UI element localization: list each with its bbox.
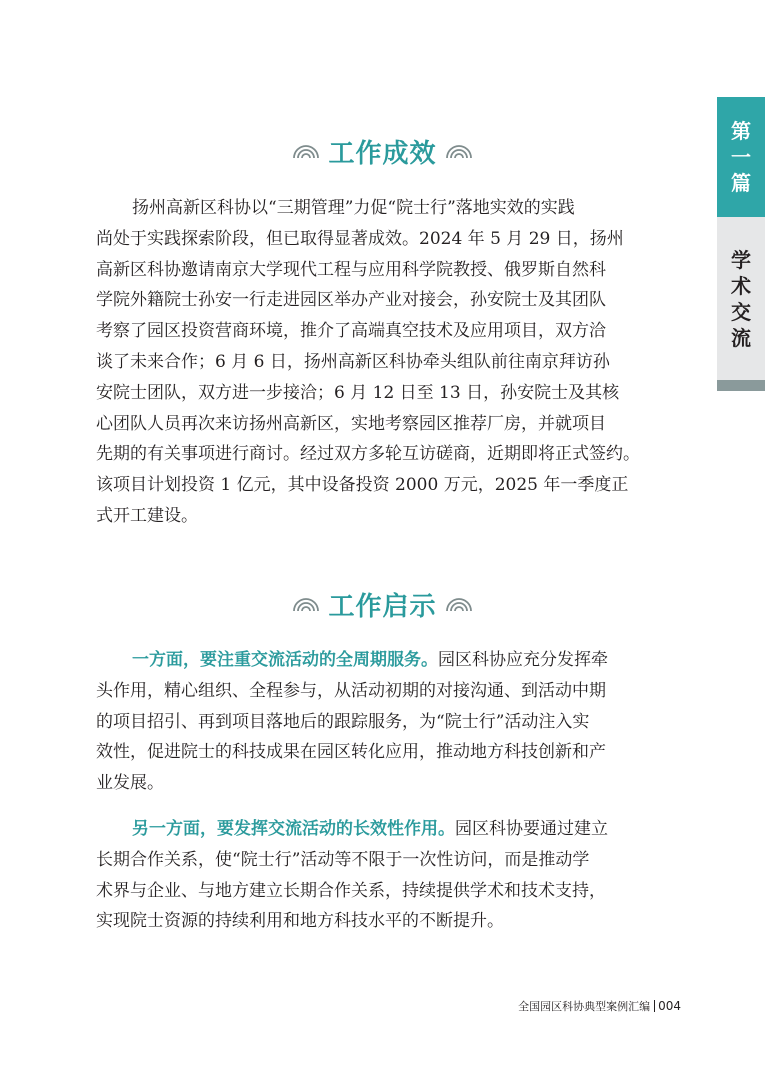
section-char: 术 bbox=[731, 273, 751, 298]
results-paragraph bbox=[96, 193, 670, 532]
text-line: 长期合作关系，使“院士行”活动等不限于一次性访问，而是推动学 bbox=[96, 849, 590, 870]
text-line: 扬州高新区科协以“三期管理”力促“院士行”落地实效的实践 bbox=[132, 198, 575, 218]
rainbow-arc-icon bbox=[292, 143, 320, 159]
rainbow-arc-icon bbox=[445, 143, 473, 159]
text-line bbox=[96, 814, 670, 845]
section-tab bbox=[717, 217, 765, 380]
section-heading-insights bbox=[0, 584, 765, 624]
insight-paragraph-1 bbox=[96, 645, 670, 799]
page-footer bbox=[518, 998, 681, 1014]
footer-divider bbox=[654, 1000, 655, 1012]
section-char: 交 bbox=[731, 299, 751, 324]
text-line: 心团队人员再次来访扬州高新区，实地考察园区推荐厂房，并就项目 bbox=[96, 413, 606, 434]
text-line: 实现院士资源的持续利用和地方科技水平的不断提升。 bbox=[96, 911, 504, 932]
text-line: 安院士团队，双方进一步接洽；6 月 12 日至 13 日，孙安院士及其核 bbox=[96, 382, 620, 403]
text-line: 该项目计划投资 1 亿元，其中设备投资 2000 万元，2025 年一季度正 bbox=[96, 475, 629, 496]
section-title: 工作成效 bbox=[328, 138, 437, 169]
book-title: 全国园区科协典型案例汇编 bbox=[518, 1000, 651, 1013]
text-line: 尚处于实践探索阶段，但已取得显著成效。2024 年 5 月 29 日，扬州 bbox=[96, 228, 624, 249]
text-line: 头作用，精心组织、全程参与，从活动初期的对接沟通、到活动中期 bbox=[96, 680, 606, 701]
rainbow-arc-icon bbox=[292, 596, 320, 612]
page-number: 004 bbox=[658, 999, 681, 1013]
text-line: 的项目招引、再到项目落地后的跟踪服务，为“院士行”活动注入实 bbox=[96, 711, 590, 732]
text-line: 考察了园区投资营商环境，推介了高端真空技术及应用项目，双方洽 bbox=[96, 321, 606, 342]
section-heading-results bbox=[0, 131, 765, 171]
text-line: 式开工建设。 bbox=[96, 505, 198, 526]
key-point-highlight: 另一方面，要发挥交流活动的长效性作用。 bbox=[132, 819, 455, 839]
text-line: 术界与企业、与地方建立长期合作关系，持续提供学术和技术支持， bbox=[96, 880, 606, 901]
key-point-highlight: 一方面，要注重交流活动的全周期服务。 bbox=[132, 650, 438, 670]
text-run: 园区科协应充分发挥牵 bbox=[438, 650, 608, 670]
section-char: 学 bbox=[731, 247, 751, 272]
text-line: 效性，促进院士的科技成果在园区转化应用，推动地方科技创新和产 bbox=[96, 742, 606, 763]
text-line: 谈了未来合作；6 月 6 日，扬州高新区科协牵头组队前往南京拜访孙 bbox=[96, 351, 610, 372]
section-title: 工作启示 bbox=[328, 591, 437, 622]
chapter-char: 篇 bbox=[731, 171, 751, 195]
text-line bbox=[96, 645, 670, 676]
section-char: 流 bbox=[731, 325, 751, 350]
rainbow-arc-icon bbox=[445, 596, 473, 612]
chapter-char: 第 bbox=[731, 119, 751, 143]
text-run: 园区科协要通过建立 bbox=[455, 819, 608, 839]
insight-paragraph-2 bbox=[96, 814, 670, 937]
chapter-char: 一 bbox=[731, 145, 751, 169]
text-line: 业发展。 bbox=[96, 773, 164, 794]
text-line: 学院外籍院士孙安一行走进园区举办产业对接会，孙安院士及其团队 bbox=[96, 290, 606, 311]
text-line: 先期的有关事项进行商讨。经过双方多轮互访磋商，近期即将正式签约。 bbox=[96, 444, 640, 465]
text-line: 高新区科协邀请南京大学现代工程与应用科学院教授、俄罗斯自然科 bbox=[96, 259, 606, 280]
tab-divider bbox=[717, 380, 765, 391]
